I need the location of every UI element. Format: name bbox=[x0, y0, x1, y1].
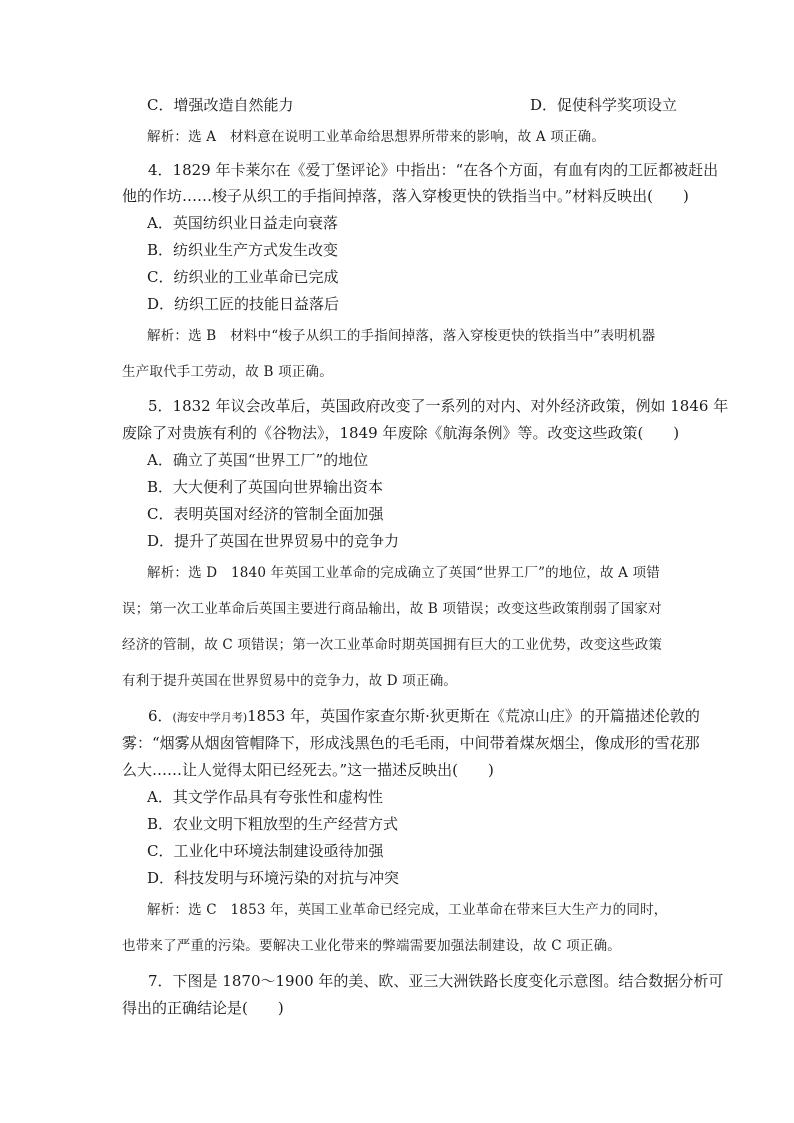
q5-analysis-line3: 经济的管制，故 C 项错误；第一次工业革命时期英国拥有巨大的工业优势，改变这些政策 bbox=[122, 637, 663, 653]
q4-stem-line1: 4．1829 年卡莱尔在《爱丁堡评论》中指出：“在各个方面，有血有肉的工匠都被赶出 bbox=[148, 161, 719, 179]
q7-stem-line2: 得出的正确结论是( ) bbox=[122, 999, 284, 1017]
q4-analysis-line1: 解析：选 B 材料中“梭子从织工的手指间掉落，落入穿梭更快的铁指当中”表明机器 bbox=[147, 328, 656, 344]
q4-option-a[interactable]: A．英国纺织业日益走向衰落 bbox=[147, 214, 338, 232]
q5-stem-line2: 废除了对贵族有利的《谷物法》，1849 年废除《航海条例》等。改变这些政策( ) bbox=[122, 424, 680, 442]
q3-options-row bbox=[147, 95, 678, 115]
q6-stem-line1-text: 1853 年，英国作家查尔斯·狄更斯在《荒凉山庄》的开篇描述伦敦的 bbox=[247, 707, 700, 725]
q6-stem-line2: 雾：“烟雾从烟囱管帽降下，形成浅黑色的毛毛雨，中间带着煤灰烟尘，像成形的雪花那 bbox=[122, 734, 700, 752]
q5-analysis-line4: 有利于提升英国在世界贸易中的竞争力，故 D 项正确。 bbox=[122, 673, 458, 689]
q4-option-c[interactable]: C．纺织业的工业革命已完成 bbox=[147, 268, 339, 286]
q4-option-d[interactable]: D．纺织工匠的技能日益落后 bbox=[147, 295, 340, 313]
q6-option-a[interactable]: A．其文学作品具有夸张性和虚构性 bbox=[147, 788, 383, 806]
q6-option-b[interactable]: B．农业文明下粗放型的生产经营方式 bbox=[147, 815, 399, 833]
q6-number: 6． bbox=[148, 707, 173, 725]
q5-option-c[interactable]: C．表明英国对经济的管制全面加强 bbox=[147, 505, 384, 523]
q4-option-b[interactable]: B．纺织业生产方式发生改变 bbox=[147, 241, 339, 259]
q6-option-d[interactable]: D．科技发明与环境污染的对抗与冲突 bbox=[147, 869, 400, 887]
q3-option-d[interactable]: D．促使科学奖项设立 bbox=[530, 96, 678, 114]
q6-analysis-line1: 解析：选 C 1853 年，英国工业革命已经完成，工业革命在带来巨大生产力的同时， bbox=[147, 902, 668, 918]
q3-option-c[interactable]: C．增强改造自然能力 bbox=[147, 96, 294, 114]
q5-stem-line1: 5．1832 年议会改革后，英国政府改变了一系列的对内、对外经济政策，例如 1846 年 bbox=[148, 397, 729, 415]
q6-stem-line1 bbox=[148, 706, 700, 728]
q5-option-b[interactable]: B．大大便利了英国向世界输出资本 bbox=[147, 478, 384, 496]
q4-stem-line2: 他的作坊……梭子从织工的手指间掉落，落入穿梭更快的铁指当中。”材料反映出( ) bbox=[122, 187, 689, 205]
q4-analysis-line2: 生产取代手工劳动，故 B 项正确。 bbox=[122, 364, 333, 380]
q3-analysis: 解析：选 A 材料意在说明工业革命给思想界所带来的影响，故 A 项正确。 bbox=[147, 129, 606, 145]
q6-analysis-line2: 也带来了严重的污染。要解决工业化带来的弊端需要加强法制建设，故 C 项正确。 bbox=[122, 938, 622, 954]
q6-option-c[interactable]: C．工业化中环境法制建设亟待加强 bbox=[147, 842, 384, 860]
q6-stem-line3: 么大……让人觉得太阳已经死去。”这一描述反映出( ) bbox=[122, 761, 494, 779]
q5-analysis-line2: 误；第一次工业革命后英国主要进行商品输出，故 B 项错误；改变这些政策削弱了国家对 bbox=[122, 601, 662, 617]
q5-option-d[interactable]: D．提升了英国在世界贸易中的竞争力 bbox=[147, 532, 400, 550]
q5-analysis-line1: 解析：选 D 1840 年英国工业革命的完成确立了英国“世界工厂”的地位，故 A 项错 bbox=[147, 565, 660, 581]
q7-stem-line1: 7．下图是 1870～1900 年的美、欧、亚三大洲铁路长度变化示意图。结合数据分析可 bbox=[148, 972, 724, 990]
q5-option-a[interactable]: A．确立了英国“世界工厂”的地位 bbox=[147, 451, 369, 469]
q6-source-tag: (海安中学月考) bbox=[172, 711, 248, 724]
